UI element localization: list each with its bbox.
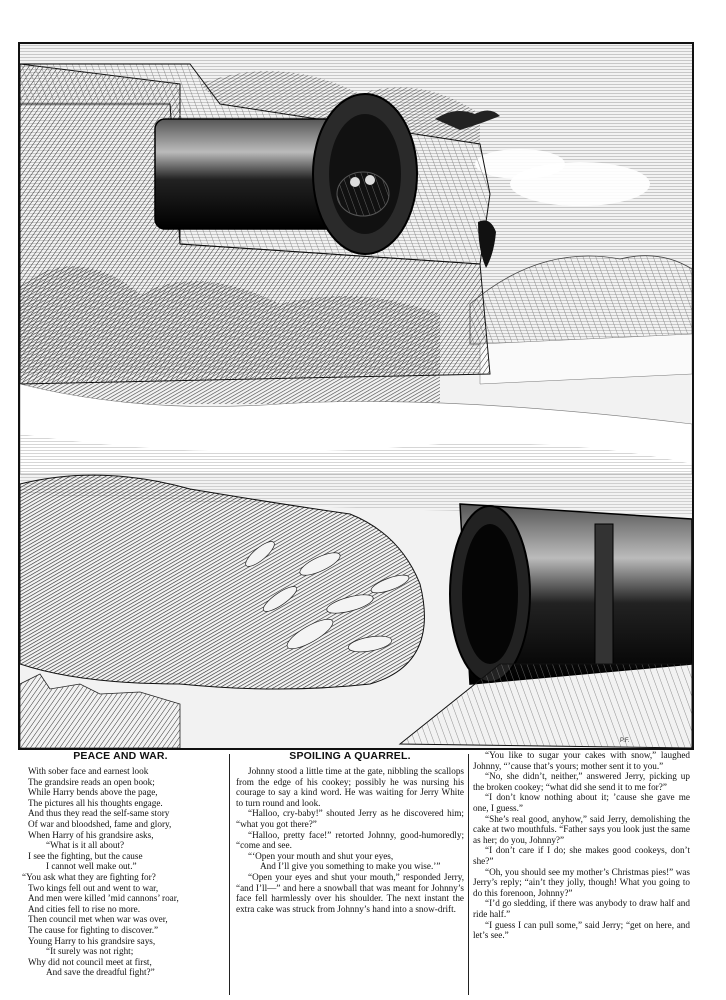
- poem-line: With sober face and earnest look: [28, 766, 149, 776]
- engraving-illustration: [18, 42, 694, 750]
- cannon-carriage: [400, 664, 692, 748]
- engraver-signature: P.F.: [620, 738, 630, 744]
- poem-line: Then council met when war was over,: [28, 914, 168, 925]
- story-paragraph: “I don’t care if I do; she makes good cookeys, don’t she?”: [473, 845, 690, 866]
- poem-line: “You ask what they are fighting for?: [22, 871, 156, 882]
- story-paragraph: “Halloo, cry-baby!” shouted Jerry as he discovered him; “what you got there?”: [236, 808, 464, 829]
- story-paragraph: “I’d go sledding, if there was anybody to draw half and ride half.”: [473, 898, 690, 919]
- poem-line: Two kings fell out and went to war,: [28, 882, 159, 893]
- story-paragraph: “No, she didn’t, neither,” answered Jerry, picking up the broken cookey; “what did she send it to me for?”: [473, 771, 690, 792]
- poem-line: And cities fell to rise no more.: [28, 903, 141, 914]
- cloud: [475, 149, 565, 179]
- poem-column: [18, 750, 223, 995]
- lower-cannon-bore: [462, 524, 518, 664]
- story-paragraph: “She’s real good, anyhow,” said Jerry, demolishing the cake at two mouthfuls. “Father says you look just the same as her; do you, Johnny?”: [473, 813, 690, 845]
- poem-line: The pictures all his thoughts engage.: [28, 797, 163, 808]
- story-paragraph: “Halloo, pretty face!” retorted Johnny, good-humoredly; “come and see.: [236, 829, 464, 851]
- poem-line: The grandsire reads an open book;: [28, 776, 155, 787]
- story-verse: “‘Open your mouth and shut your eyes,: [248, 850, 394, 861]
- story-paragraph: “Open your eyes and shut your mouth,” responded Jerry, “and I’ll—” and here a snowball that was meant for Johnny’s face fell harmlessly over his shoulder. The next instant the extra cake was struck from Johnny’s hand into a snow-drift.: [236, 871, 464, 914]
- poem-line: Young Harry to his grandsire says,: [28, 935, 156, 946]
- burning-town: [20, 674, 180, 748]
- poem-line: And men were killed ’mid cannons’ roar,: [28, 893, 179, 904]
- poem-line: Of war and bloodshed, fame and glory,: [28, 818, 172, 829]
- story-verse: And I’ll give you something to make you wise.’”: [260, 861, 441, 872]
- story-paragraph: “I guess I can pull some,” said Jerry; “get on here, and let’s see.”: [473, 919, 690, 941]
- poem-line: And save the dreadful fight?”: [46, 967, 155, 978]
- story-paragraph: Johnny stood a little time at the gate, nibbling the scallops from the edge of his cookey; possibly he was nursing his courage to say a kind word. He was waiting for Jerry White to turn round and look.: [236, 766, 464, 808]
- story-paragraph: “Oh, you should see my mother’s Christmas pies!” was Jerry’s reply; “ain’t they jolly, though! What you going to do this forenoon, Johnny?”: [473, 866, 690, 898]
- poem-line: “What is it all about?: [46, 840, 125, 851]
- story-paragraph: “You like to sugar your cakes with snow,” laughed Johnny, “’cause that’s yours; mother sent it to you.”: [473, 750, 690, 771]
- column-divider: [229, 754, 230, 995]
- story-column-2: [473, 750, 690, 995]
- story-paragraph: “I don’t know nothing about it; ’cause she gave me one, I guess.”: [473, 792, 690, 813]
- bird-nest: [337, 172, 389, 216]
- nestling: [365, 175, 375, 185]
- story-title: SPOILING A QUARREL.: [289, 750, 411, 762]
- story-column-1: [236, 750, 464, 995]
- peace-and-war-engraving: [20, 44, 692, 748]
- nestling: [350, 177, 360, 187]
- poem-line: When Harry of his grandsire asks,: [28, 829, 154, 840]
- poem-line: Why did not council meet at first,: [28, 956, 152, 967]
- poem-title: PEACE AND WAR.: [73, 750, 168, 762]
- poem-line: I see the fighting, but the cause: [28, 850, 143, 861]
- column-divider: [468, 754, 469, 995]
- poem-line: “It surely was not right;: [46, 946, 134, 957]
- cannon-reinforce-band: [595, 524, 613, 664]
- poem-line: And thus they read the self-same story: [28, 808, 170, 819]
- poem-line: I cannot well make out.”: [46, 861, 137, 872]
- poem-line: While Harry bends above the page,: [28, 787, 158, 798]
- text-columns: [18, 750, 690, 995]
- poem-line: The cause for fighting to discover.”: [28, 924, 159, 935]
